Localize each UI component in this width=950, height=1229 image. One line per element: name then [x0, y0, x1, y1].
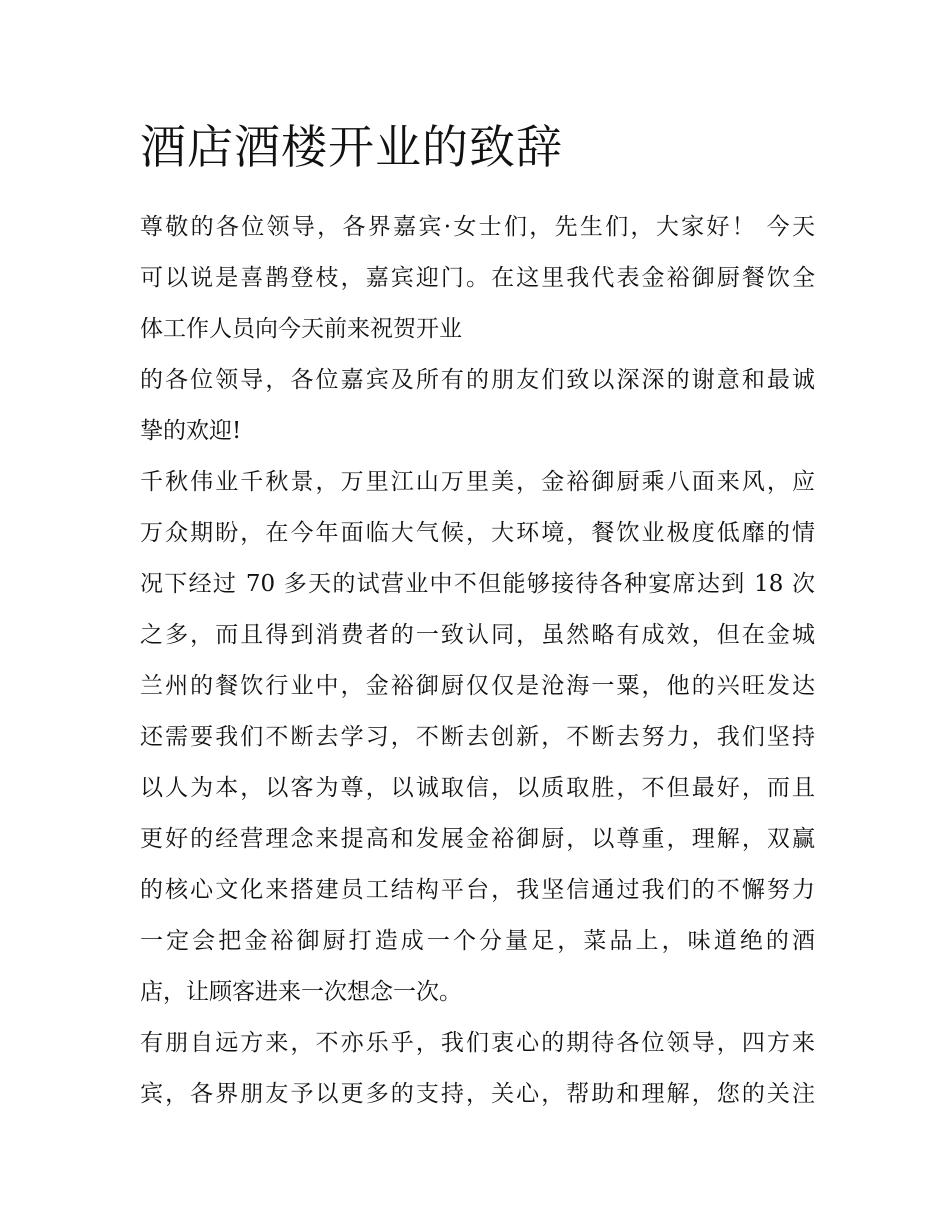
text-line: 以人为本，以客为尊，以诚取信，以质取胜，不但最好，而且 [140, 775, 815, 801]
paragraph-greeting [140, 202, 815, 355]
text-line: 挚的欢迎! [140, 418, 242, 444]
text-line: 况下经过 70 多天的试营业中不但能够接待各种宴席达到 18 次 [140, 571, 815, 597]
text-line: 体工作人员向今天前来祝贺开业 [140, 316, 462, 342]
text-line: 还需要我们不断去学习，不断去创新，不断去努力，我们坚持 [140, 724, 815, 750]
document-title: 酒店酒楼开业的致辞 [140, 120, 563, 174]
text-line: 万众期盼，在今年面临大气候，大环境，餐饮业极度低靡的情 [140, 520, 815, 546]
text-line: 更好的经营理念来提高和发展金裕御厨，以尊重，理解，双赢 [140, 826, 815, 852]
text-line: 尊敬的各位领导，各界嘉宾·女士们，先生们，大家好！ 今天 [140, 214, 815, 240]
text-line: 可以说是喜鹊登枝，嘉宾迎门。在这里我代表金裕御厨餐饮全 [140, 265, 815, 291]
text-line: 一定会把金裕御厨打造成一个分量足，菜品上，味道绝的酒 [140, 928, 815, 954]
text-line: 之多，而且得到消费者的一致认同，虽然略有成效，但在金城 [140, 622, 815, 648]
text-line: 的各位领导，各位嘉宾及所有的朋友们致以深深的谢意和最诚 [140, 367, 815, 393]
paragraph-body [140, 457, 815, 1018]
text-line: 千秋伟业千秋景，万里江山万里美，金裕御厨乘八面来风，应 [140, 469, 815, 495]
document-page [140, 112, 815, 1120]
text-line: 的核心文化来搭建员工结构平台，我坚信通过我们的不懈努力 [140, 877, 815, 903]
paragraph-thanks [140, 355, 815, 457]
text-line: 店，让顾客进来一次想念一次。 [140, 979, 462, 1005]
text-line: 宾，各界朋友予以更多的支持，关心，帮助和理解，您的关注 [140, 1081, 815, 1107]
text-line: 兰州的餐饮行业中，金裕御厨仅仅是沧海一粟，他的兴旺发达 [140, 673, 815, 699]
text-line: 有朋自远方来，不亦乐乎，我们衷心的期待各位领导，四方来 [140, 1030, 815, 1056]
paragraph-closing [140, 1018, 815, 1120]
